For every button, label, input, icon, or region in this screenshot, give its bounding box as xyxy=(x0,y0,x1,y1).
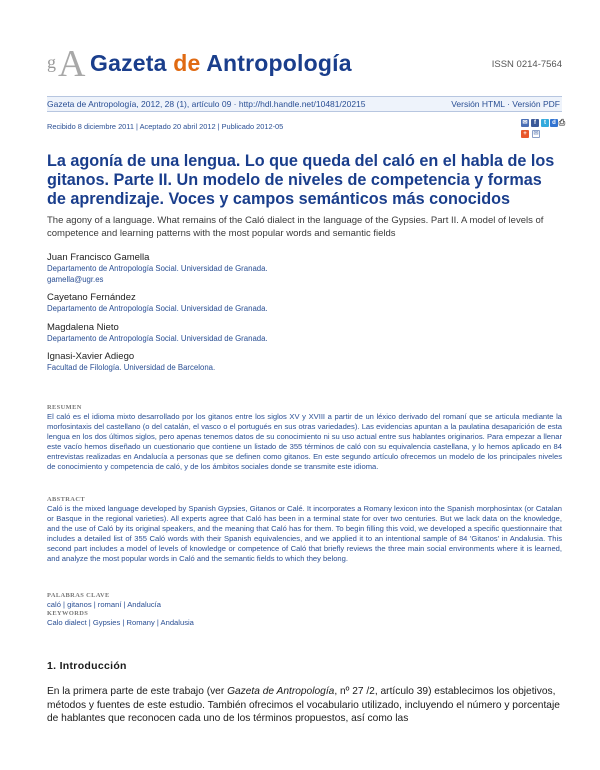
abstract-label: ABSTRACT xyxy=(47,496,86,503)
journal-header xyxy=(47,44,562,84)
print-icon[interactable]: ⎙ xyxy=(558,118,566,127)
intro-text-after: , nº 27 /2, artículo 39) establecimos los objetivos, métodos y fuentes de este estudio. También ofrecimos el vocabulario utilizado, incluyendo el número y porcentaje de hablantes que reconocen cada uno de los términos propuestos, así como las xyxy=(47,686,560,725)
citation-link[interactable]: Gazeta de Antropología, 2012, 28 (1), artículo 09 · http://hdl.handle.net/10481/20215 xyxy=(47,99,366,109)
intro-paragraph xyxy=(47,685,562,726)
intro-journal-ref: Gazeta de Antropología xyxy=(227,686,335,697)
share-toolbar xyxy=(521,119,566,141)
keywords-label: KEYWORDS xyxy=(47,609,89,617)
keywords-section xyxy=(47,592,562,628)
abstract-text: Caló is the mixed language developed by Spanish Gypsies, Gitanos or Calé. It incorporates a Romany lexicon into the Spanish morphosintax (or Catalan or Basque in the regional varieties). All experts agree that Caló has been in a terminal state for over two centuries. But we lack data on the knowledge, and the use of Caló by its original speakers, and the meaning that Caló has for them. To begin filling this void, we developed a specific questionnaire that includes a detailed list of 355 Caló words with their Spanish equivalencies, and we applied it to an intentional sample of 84 'Gitanos' in Andalusia. This second part includes a model of levels of knowledge or competence of Caló that briefly reviews the three main social environments where it is learned, and analyze the most popular words in Caló and the semantic fields to which they belong. xyxy=(47,504,562,563)
delicious-icon[interactable]: d xyxy=(550,119,558,127)
palabras-clave-label: PALABRAS CLAVE xyxy=(47,592,110,599)
resumen-text: El caló es el idioma mixto desarrollado por los gitanos entre los siglos XV y XVIII a partir de un léxico derivado del romaní que se articula mediante la morfosintaxis del castellano (o del catalán, el vasco o el portugués en sus otras variedades). Las evidencias apuntan a la paulatina desaparición de esta lengua en los dos últimos siglos, pero apenas tenemos datos de su conocimiento ni su uso actual entre sus hablantes originarios. Para empezar a llenar este vacío hemos diseñado un cuestionario que contiene un listado de 355 términos de caló con su equivalencia castellana, y lo hemos aplicado en 84 entrevistas realizadas en Andalucía a personas que se definen como gitanos. En este segundo artículo ofrecemos un modelo de los principales niveles de conocimiento y competencia de caló, y de los ámbitos sociales donde se transmite este idioma. xyxy=(47,412,562,471)
author-block xyxy=(47,351,562,374)
article-title: La agonía de una lengua. Lo que queda del caló en el habla de los gitanos. Parte II. Un modelo de niveles de competencia y formas de aprendizaje. Voces y campos semánticos más conocidos xyxy=(47,152,555,208)
author-block xyxy=(47,322,562,345)
email-icon[interactable]: ✉ xyxy=(522,120,528,126)
intro-text-before: En la primera parte de este trabajo (ver xyxy=(47,686,228,697)
author-block xyxy=(47,252,562,285)
article-subtitle: The agony of a language. What remains of the Caló dialect in the language of the Gypsies. Part II. A model of levels of competence and learning patterns with the most popular words and semantic fields xyxy=(47,215,544,239)
issn-label: ISSN 0214-7564 xyxy=(491,59,562,70)
publication-dates: Recibido 8 diciembre 2011 | Aceptado 20 abril 2012 | Publicado 2012-05 xyxy=(47,122,284,131)
author-name: Cayetano Fernández xyxy=(47,292,136,303)
author-affiliation: Facultad de Filología. Universidad de Barcelona. xyxy=(47,363,216,372)
add-icon[interactable]: + xyxy=(521,130,529,138)
journal-title-gazeta: Gazeta xyxy=(90,50,174,76)
twitter-icon[interactable]: t xyxy=(541,119,549,127)
section-heading-introduccion: 1. Introducción xyxy=(47,660,127,672)
author-name: Ignasi-Xavier Adiego xyxy=(47,351,135,362)
author-list xyxy=(47,252,562,381)
journal-logo-icon[interactable] xyxy=(47,43,87,85)
author-affiliation: Departamento de Antropología Social. Universidad de Granada. xyxy=(47,333,268,343)
author-email-link[interactable]: gamella@ugr.es xyxy=(47,274,104,284)
journal-title-antropologia: Antropología xyxy=(206,50,352,76)
author-block xyxy=(47,292,562,315)
journal-title[interactable] xyxy=(90,50,352,77)
logo-letter-a: A xyxy=(58,43,86,85)
author-affiliation: Departamento de Antropología Social. Universidad de Granada. xyxy=(47,264,268,273)
mail-alt-icon[interactable]: ✉ xyxy=(533,131,539,137)
abstract-section xyxy=(47,496,562,563)
author-name: Magdalena Nieto xyxy=(47,321,119,333)
author-affiliation: Departamento de Antropología Social. Universidad de Granada. xyxy=(47,304,268,313)
citation-bar xyxy=(47,96,562,112)
version-links[interactable]: Versión HTML · Versión PDF xyxy=(451,99,560,109)
palabras-clave-list: caló | gitanos | romaní | Andalucía xyxy=(47,600,161,609)
journal-title-de: de xyxy=(173,50,207,76)
facebook-icon[interactable]: f xyxy=(531,119,539,127)
keywords-list: Calo dialect | Gypsies | Romany | Andalusia xyxy=(47,617,194,627)
resumen-label: RESUMEN xyxy=(47,404,82,411)
logo-letter-g: g xyxy=(47,52,56,72)
author-name: Juan Francisco Gamella xyxy=(47,252,150,263)
resumen-section xyxy=(47,404,562,471)
